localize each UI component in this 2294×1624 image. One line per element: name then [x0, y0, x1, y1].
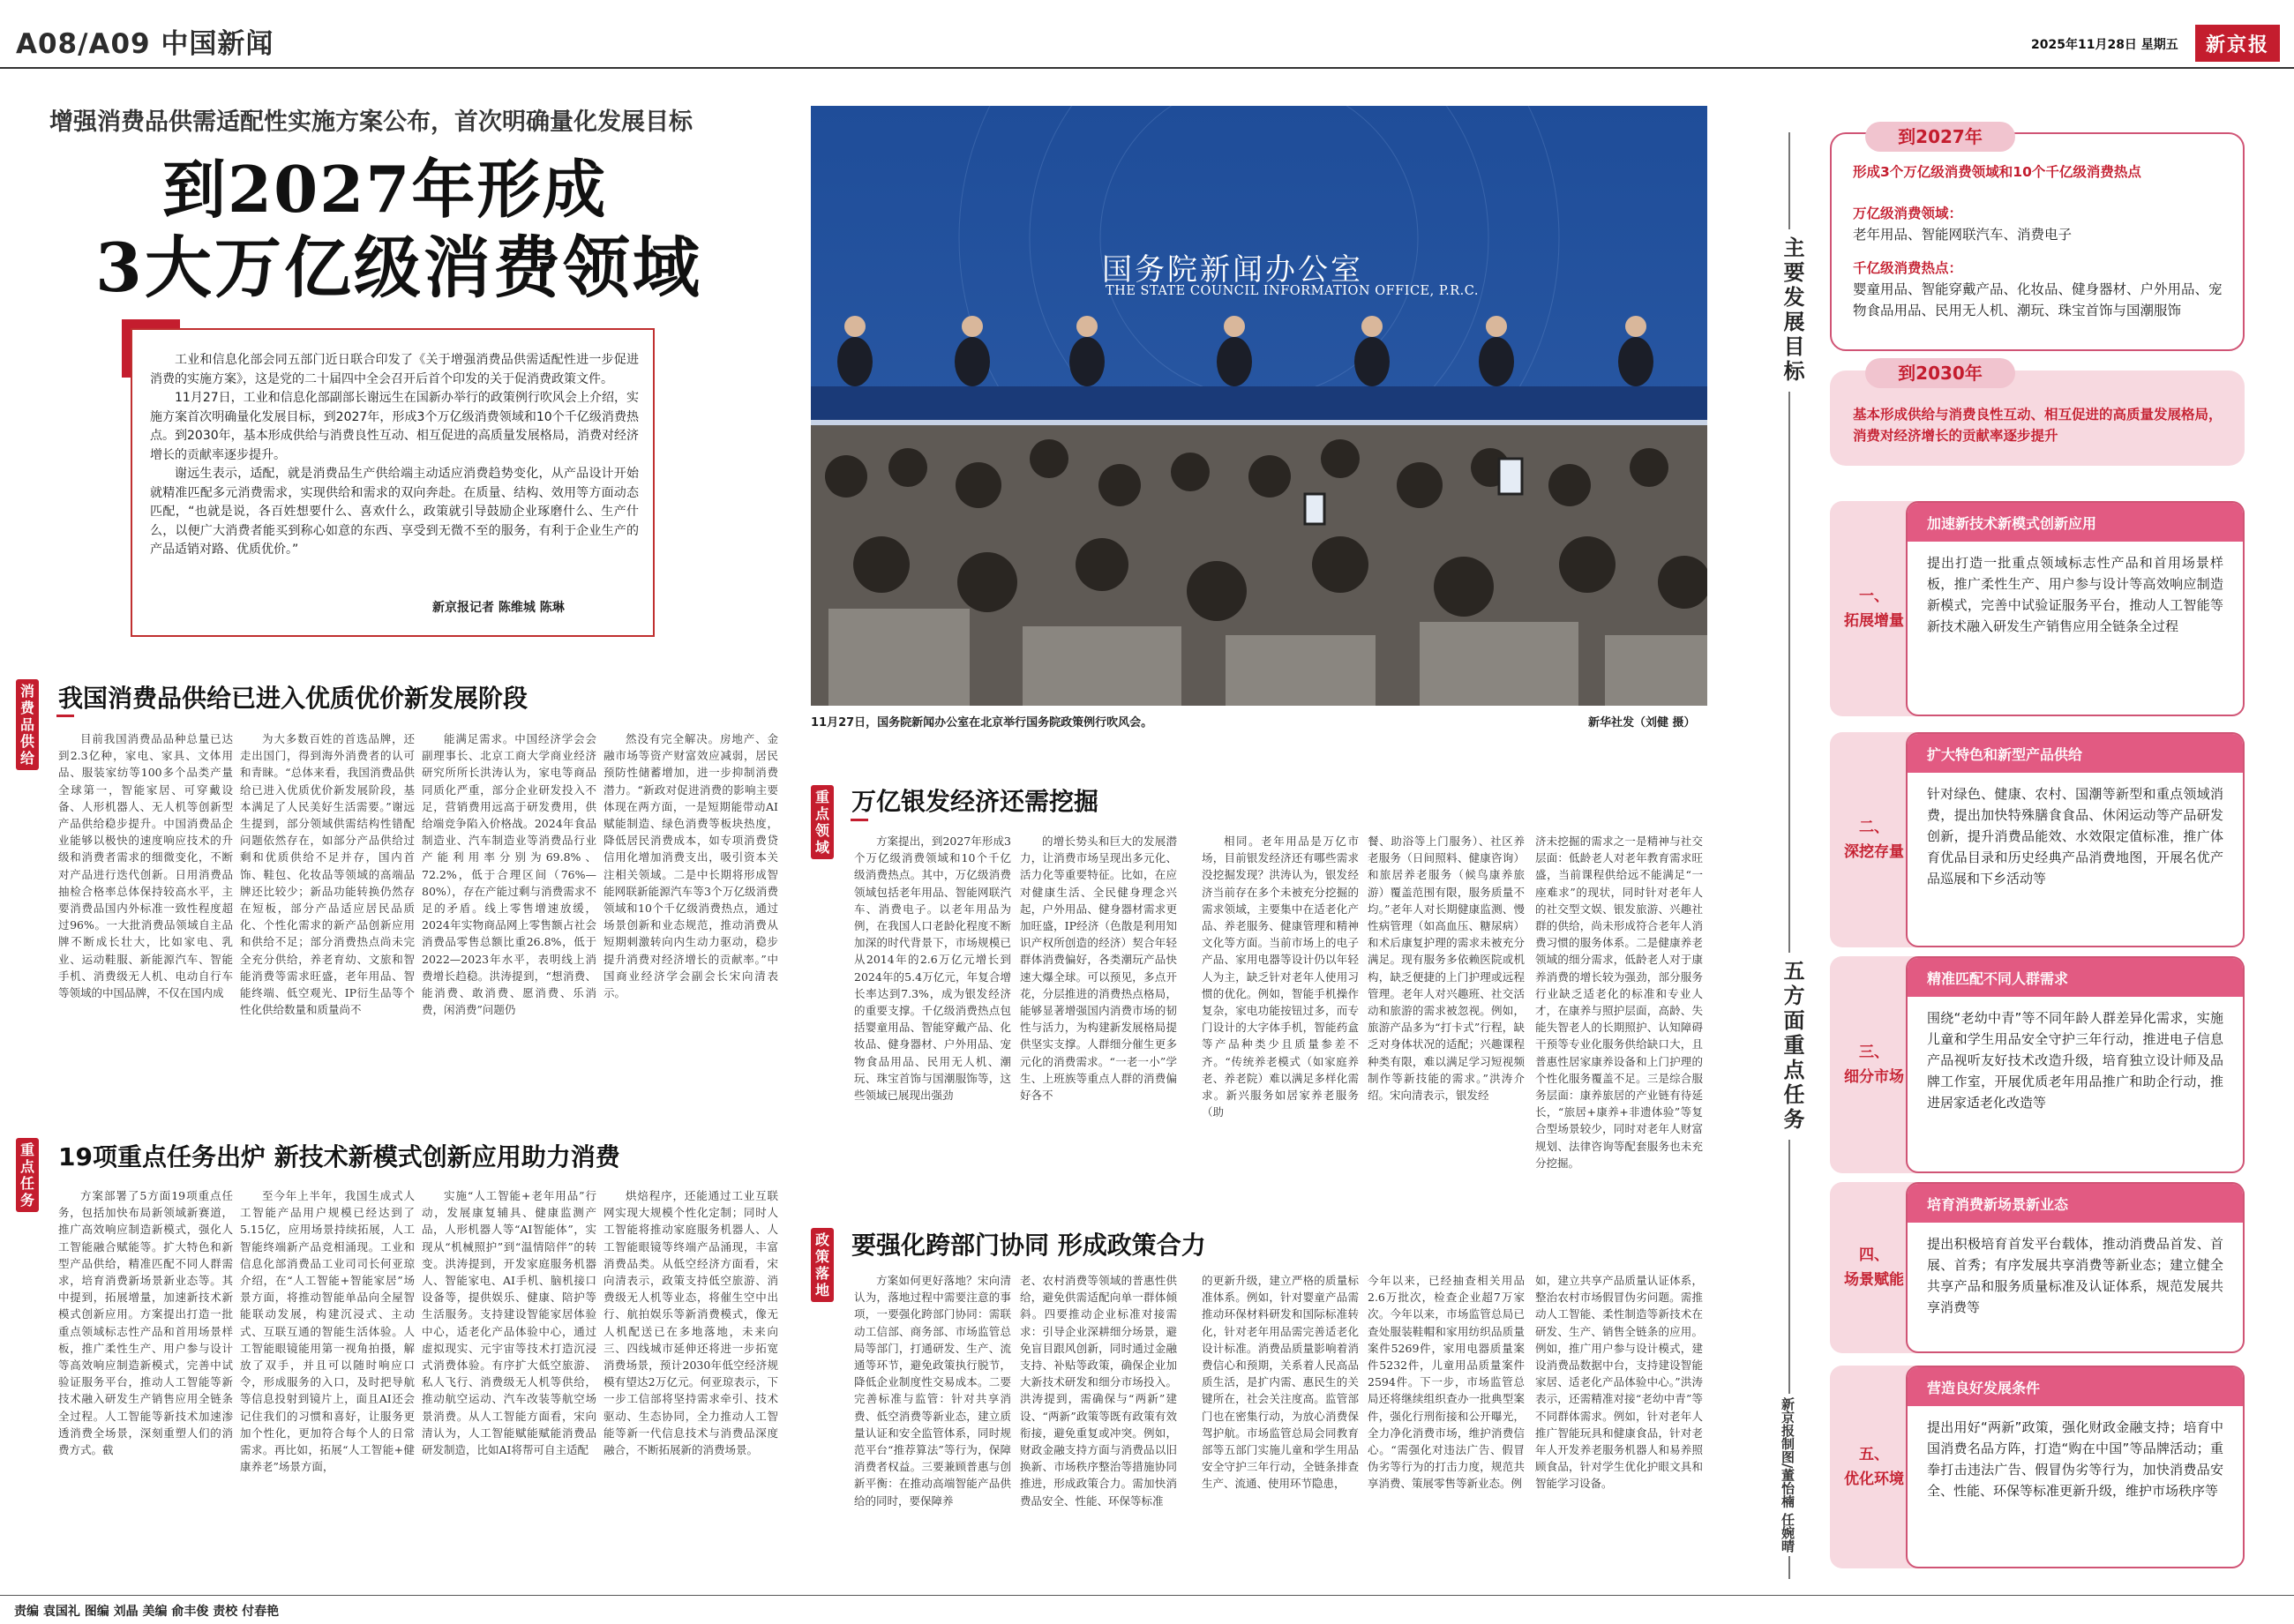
editor-credits: 责编 袁国礼 图编 刘晶 美编 俞丰俊 责校 付春艳 [14, 1605, 280, 1619]
task-description: 提出打造一批重点领域标志性产品和首用场景样板，推广柔性生产、用户参与设计等高效响应制造新模式，完善中试验证服务平台，推动人工智能等新技术融入研发生产销售应用全链条全过程 [1927, 555, 2223, 634]
section-text-column: 餐、助浴等上门服务）、社区养老服务（日间照料、健康咨询）和旅居养老服务（候鸟康养旅游）覆盖范围有限，服务质量不均。”老年人对长期健康监测、慢性病管理（如高血压、糖尿病）和术后康复护理的需求未被充分满足。现有服务多依赖医院或机构，缺乏便捷的上门护理或远程管理。老年人对兴趣班、社交活动和旅游的需求被忽视。例如，旅游产品多为“打卡式”行程，缺乏对身体状况的适配；兴趣课程种类有限，难以满足学习短视频制作等新技能的需求。”洪涛介绍。宋向清表示，银发经 [1368, 834, 1525, 1103]
section-text-column: 今年以来，已经抽查相关用品2.6万批次，检查企业超7万家次。今年以来，市场监管总局已查处服装鞋帽和家用纺织品质量案件5269件，家用电器质量案件5232件，儿童用品质量案件2594件。下一步，市场监管总局还将继续组织查办一批典型案件，强化行刑衔接和公开曝光，全力净化消费市场，维护消费信心。“需强化对违法广告、假冒伪劣等行为的打击力度，规范共享消费、策展零售等新业态。例 [1368, 1274, 1525, 1491]
section-title-tasks: 19项重点任务出炉 新技术新模式创新应用助力消费 [58, 1142, 620, 1171]
goal-2030-text: 基本形成供给与消费良性互动、相互促进的高质量发展格局，消费对经济增长的贡献率逐步提升 [1853, 407, 2223, 444]
photo-credit: 新华社发（刘健 摄） [1588, 716, 1696, 730]
task-description: 提出用好“两新”政策，强化财政金融支持；培育中国消费名品方阵，打造“购在中国”等品牌活动；重拳打击违法广告、假冒伪劣等行为，加快消费品安全、性能、环保等标准更新升级，维护市场秩序等 [1927, 1419, 2223, 1499]
newspaper-logo: 新京报 [2195, 25, 2280, 62]
section-text-column: 能满足需求。中国经济学会会副理事长、北京工商大学商业经济研究所所长洪涛认为，家电等商品同质化严重，部分企业研发投入不足，营销费用远高于研发费用，供给端竞争陷入价格战。2024年食品制造业、汽车制造业等消费品行业产能利用率分别为69.8%、72.2%，低于合理区间（76%—80%），存在产能过剩与消费需求不足的矛盾。线上零售增速放缓，2024年实物商品网上零售额占社会消费品零售总额比重26.8%，低于2022—2023年水平，表明线上消费增长趋稳。洪涛提到，“想消费、能消费、敢消费、愿消费、乐消费，闲消费”问题仍 [422, 732, 596, 1017]
task-name: 场景赋能 [1844, 1271, 1904, 1289]
section-tag-policy: 政策落地 [811, 1228, 834, 1302]
headline-title-line1: 到2027年形成 [162, 152, 608, 227]
task-heading: 培育消费新场景新业态 [1908, 1184, 2243, 1223]
task-name: 深挖存量 [1844, 843, 1904, 861]
header-divider [0, 67, 2294, 69]
section-text-column: 方案如何更好落地？宋向清认为，落地过程中需要注意的事项，一要强化跨部门协同：需联动工信部、商务部、市场监管总局等部门，打通研发、生产、流通等环节，避免政策执行脱节，降低企业制度性交易成本。二要完善标准与监管：针对共享消费、低空消费等新业态，建立质量认证和安全监管体系，同时规范平台“推荐算法”等行为，保障消费者权益。三要兼顾普惠与创新平衡：在推动高端智能产品供给的同时，要保障养 [854, 1274, 1011, 1508]
photo-caption: 11月27日，国务院新闻办公室在北京举行国务院政策例行吹风会。 [811, 716, 1153, 730]
section-title-fields: 万亿银发经济还需挖掘 [851, 787, 1099, 816]
section-text-column: 至今年上半年，我国生成式人工智能产品用户规模已经达到了5.15亿，应用场景持续拓展，人工智能终端新产品竞相涌现。工业和信息化部消费品工业司司长何亚琼介绍，在“人工智能+智能家居”场景方面，将推动智能单品向全屋智能联动发展，构建沉浸式、主动式、互联互通的智能生活体验。人工智能眼镜能用第一视角拍摄，解放了双手，并且可以随时响应口令，形成服务的入口，及时把导航等信息投射到镜片上，面且AI还会记住我们的习惯和喜好，让服务更加个性化，更加符合每个人的日常需求。再比如，拓展“人工智能+健康养老”场景方面， [240, 1189, 415, 1474]
task-2-label [1830, 732, 1918, 947]
section-text-column: 如，建立共享产品质量认证体系，整治农村市场假冒伪劣问题。需推动人工智能、柔性制造等新技术在研发、生产、销售全链条的应用。例如，推广用户参与设计模式，建设消费品数据中台，支持建设智能家居、适老化产品体验中心。”洪涛表示，还需精准对接“老幼中青”等不同群体需求。例如，针对老年人推广智能玩具和健康食品，针对老年人开发养老服务机器人和易养照顾食品，针对学生优化护眼文具和智能学习设备。 [1535, 1274, 1703, 1491]
section-tag-tasks: 重点任务 [16, 1138, 39, 1212]
lead-paragraph: 11月27日，工业和信息化部副部长谢远生在国新办举行的政策例行吹风会上介绍，实施方案首次明确量化发展目标，到2027年，形成3个万亿级消费领域和10个千亿级消费热点。到2030年，基本形成供给与消费良性互动、相互促进的高质量发展格局，消费对经济增长的贡献率逐步提升。 [150, 391, 639, 462]
issue-date: 2025年11月28日 星期五 [2031, 38, 2178, 52]
task-number: 三、 [1859, 1044, 1889, 1061]
task-5-label [1830, 1366, 1918, 1568]
task-heading: 精准匹配不同人群需求 [1908, 958, 2243, 997]
lead-paragraph: 谢远生表示，适配，就是消费品生产供给端主动适应消费趋势变化，从产品设计开始就精准匹配多元消费需求，实现供给和需求的双向奔赴。在质量、结构、效用等方面动态匹配，“也就是说，各百姓想要什么、喜欢什么，政策就引导鼓励企业琢磨什么、生产什么，以便广大消费者能买到称心如意的东西、享受到无微不至的服务，有利于企业生产的产品适销对路、优质优价。” [150, 467, 639, 557]
task-name: 优化环境 [1844, 1471, 1904, 1488]
goal-2027-pill: 到2027年 [1865, 122, 2015, 152]
task-name: 细分市场 [1844, 1068, 1904, 1086]
photo-backdrop-title-cn: 国务院新闻办公室 [1102, 252, 1363, 288]
task-description: 围绕“老幼中青”等不同年龄人群差异化需求，实施儿童和学生用品安全守护三年行动，推进电子信息产品视听友好技术改造升级，培育独立设计师及品牌工作室，开展优质老年用品推广和助企行动，推进居家适老化改造等 [1927, 1010, 2223, 1111]
task-number: 一、 [1859, 587, 1889, 605]
section-title-underline [851, 819, 868, 821]
section-text-column: 济未挖掘的需求之一是精神与社交层面：低龄老人对老年教育需求旺盛，当前课程供给远不能满足“一座难求”的现状，同时针对老年人的社交型文娱、银发旅游、兴趣社群的供给，尚未形成符合老年人消费习惯的服务体系。二是健康养老领域的细分需求，低龄老人对于康养消费的增长较为强劲，部分服务行业缺乏适老化的标准和专业人才，在康养与照护层面，高龄、失能失智老人的长期照护、认知障碍干预等专业化服务供给缺口大，且普惠性居家康养设备和上门护理的个性化服务覆盖不足。三是综合服务层面：康养旅居的产业链有待延长，“旅居+康养+非遗体验”等复合型场景较少，同时对老年人财富规划、法律咨询等配套服务也未充分挖掘。 [1535, 834, 1703, 1170]
task-4-label [1830, 1182, 1918, 1353]
trillion-items: 老年用品、智能网联汽车、消费电子 [1853, 227, 2073, 243]
section-title-policy: 要强化跨部门协同 形成政策合力 [851, 1231, 1206, 1260]
press-conference-illustration [811, 106, 1707, 706]
section-tag-supply: 消费品供给 [16, 679, 39, 770]
section-text-column: 为大多数百姓的首选品牌，还走出国门，得到海外消费者的认可和青睐。“总体来看，我国消费品供给已进入优质优价新发展阶段，基本满足了人民美好生活需要。”谢远生提到，部分领域供需结构性错配问题依然存在，如部分产品供给过剩和优质供给不足并存，国内首饰、鞋包、化妆品等领域的高端品牌还比较少；新品功能转换仍然存在短板，部分产品适应居民品质化、个性化需求的新产品创新应用和供给不足；部分消费热点尚未完全充分供给，养老育幼、文旅和智能消费等需求旺盛，老年用品、智能终端、低空观光、IP衍生品等个性化供给数量和质量尚不 [240, 732, 415, 1017]
section-tag-fields: 重点领域 [811, 785, 834, 859]
task-2-card [1906, 732, 2245, 947]
task-1-label [1830, 501, 1918, 716]
task-3-card [1906, 956, 2245, 1173]
goal-2027-headline: 形成3个万亿级消费领域和10个千亿级消费热点 [1853, 164, 2141, 180]
task-number: 四、 [1859, 1246, 1889, 1264]
section-text-column: 方案提出，到2027年形成3个万亿级消费领域和10个千亿级消费热点。其中，万亿级消费领域包括老年用品、智能网联汽车、消费电子。以老年用品为例，在我国人口老龄化程度不断加深的时代背景下，市场规模已从2014年的2.6万亿元增长到2024年的5.4万亿元，年复合增长率达到7.3%，成为银发经济的重要支撑。千亿级消费热点包括婴童用品、智能穿戴产品、化妆品、健身器材、户外用品、宠物食品用品、民用无人机、潮玩、珠宝首饰与国潮服饰等，这些领域已展现出强劲 [854, 834, 1011, 1103]
task-3-label [1830, 956, 1918, 1173]
section-text-column: 烘焙程序，还能通过工业互联网实现大规模个性化定制；同时人工智能将推动家庭服务机器人、人工智能眼镜等终端产品涌现，丰富消费品类。从低空经济方面看，宋向清表示，政策支持低空旅游、消费级无人机等业态，将催生空中出行、航拍娱乐等新消费模式，像无人机配送已在多地落地，未来向三、四线城市延伸还将进一步拓宽消费场景，预计2030年低空经济规模有望达2万亿元。何亚琼表示，下一步工信部将坚持需求牵引、技术驱动、生态协同，全力推动人工智能等新一代信息技术与消费品深度融合，不断拓展新的消费场景。 [603, 1189, 778, 1457]
task-name: 拓展增量 [1844, 612, 1904, 630]
task-description: 提出积极培育首发平台载体，推动消费品首发、首展、首秀；有序发展共享消费等新业态；建立健全共享产品和服务质量标准及认证体系，规范发展共享消费等 [1927, 1236, 2223, 1315]
goal-2030-pill: 到2030年 [1865, 358, 2015, 388]
task-4-card [1906, 1182, 2245, 1353]
lead-paragraph: 工业和信息化部会同五部门近日联合印发了《关于增强消费品供需适配性进一步促进消费的实施方案》，这是党的二十届四中全会召开后首个印发的关于促消费政策文件。 [150, 353, 639, 386]
task-description: 针对绿色、健康、农村、国潮等新型和重点领域消费，提出加快特殊膳食食品、休闲运动等产品研发创新，提升消费品能效、水效限定值标准，推广体育优品目录和历史经典产品消费地图，开展名优产品巡展和下乡活动等 [1927, 786, 2223, 887]
task-heading: 加速新技术新模式创新应用 [1908, 503, 2243, 542]
section-text-column: 实施“人工智能+老年用品”行动，发展康复辅具、健康监测产品，人形机器人等“AI智能体”，实现从“机械照护”到“温情陪伴”的转变。洪涛提到，开发家庭服务机器人、智能家电、AI手机、脑机接口设备等，提供娱乐、健康、陪护等生活服务。支持建设智能家居体验中心，适老化产品体验中心，通过虚拟现实、元宇宙等技术打造沉浸式消费体验。有序扩大低空旅游、私人飞行、消费级无人机等供给，推动航空运动、汽车改装等航空场景消费。从人工智能方面看，宋向清认为，人工智能赋能赋能消费品研发制造，比如AI将帮可自主适配 [422, 1189, 596, 1457]
page-section-label: A08/A09 中国新闻 [16, 28, 274, 60]
section-text-column: 目前我国消费品品种总量已达到2.3亿种，家电、家具、文体用品、服装家纺等100多个品类产量全球第一，智能家居、可穿戴设备、人形机器人、无人机等创新型产品供给稳步提升。中国消费品企业能够以极快的速度响应技术的升级和消费者需求的细微变化，不断对产品进行迭代创新。日用消费品抽检合格率总体保持较高水平，主要消费品国内外标准一致性程度超过96%。一大批消费品领域自主品牌不断成长壮大，比如家电、乳业、运动鞋服、新能源汽车、智能手机、消费级无人机、电动自行车等领域的中国品牌，不仅在国内成 [58, 732, 233, 1000]
hundred-billion-items: 婴童用品、智能穿戴产品、化妆品、健身器材、户外用品、宠物食品用品、民用无人机、潮玩、珠宝首饰与国潮服饰 [1853, 281, 2223, 318]
lead-paragraphs [150, 351, 639, 560]
hundred-billion-label: 千亿级消费热点： [1853, 260, 1963, 276]
lead-byline: 新京报记者 陈维城 陈琳 [432, 601, 565, 615]
section-text-column: 相同。老年用品是万亿市场，目前银发经济还有哪些需求没挖掘发现？洪涛认为，银发经济当前存在多个未被充分挖掘的需求领域，主要集中在适老化产品、养老服务、健康管理和精神文化等方面。当前市场上的电子产品、家用电器等设计仍以年轻人为主，缺乏针对老年人使用习惯的优化。例如，智能手机操作复杂，家电功能按钮过多，而专门设计的大字体手机，智能药盒等产品种类少且质量参差不齐。“传统养老模式（如家庭养老、养老院）难以满足多样化需求。新兴服务如居家养老服务（助 [1202, 834, 1359, 1119]
section-text-column: 然没有完全解决。房地产、金融市场等资产财富效应减弱，居民预防性储蓄增加，进一步抑制消费潜力。“新政对促进消费的影响主要体现在两方面，一是短期能带动AI赋能制造、绿色消费等板块热度，降低居民消费成本，如专项消费贷信用化增加消费支出，吸引资本关注相关领域。二是中长期将形成智能网联新能源汽车等3个万亿级消费领域和10个千亿级消费热点，通过场景创新和业态规范，推动消费从短期刺激转向内生动力驱动，稳步提升消费对经济增长的贡献率。”中国商业经济学会副会长宋向清表示。 [603, 732, 778, 1000]
task-heading: 营造良好发展条件 [1908, 1367, 2243, 1406]
section-title-underline [56, 715, 74, 717]
section-text-column: 的更新升级，建立严格的质量标准体系。例如，针对婴童产品需推动环保材料研发和国际标准转化，针对老年用品需完善适老化设计标准。消费品质量影响着消费信心和预期，关系着人民高品质生活，是扩内需、惠民生的关键所在，社会关注度高。监管部门也在密集行动，为放心消费保驾护航。市场监管总局会同教育部等五部门实施儿童和学生用品安全守护三年行动，全链条排查生产、流通、使用环节隐患， [1202, 1274, 1359, 1491]
task-number: 五、 [1859, 1446, 1889, 1463]
infographic-credits: 新京报制图/董怡楠 任婉晴 [1779, 1394, 1797, 1556]
footer-divider [0, 1595, 2294, 1596]
press-conference-photo [811, 106, 1707, 706]
headline-kicker: 增强消费品供需适配性实施方案公布，首次明确量化发展目标 [49, 109, 693, 136]
task-5-card [1906, 1366, 2245, 1568]
trillion-label: 万亿级消费领域： [1853, 206, 1963, 221]
label-five-tasks: 五方面重点任务 [1777, 953, 1808, 1140]
section-text-column: 方案部署了5方面19项重点任务，包括加快布局新领域新赛道，推广高效响应制造新模式，强化人工智能融合赋能等。扩大特色和新型产品供给，精准匹配不同人群需求，培育消费新场景新业态等。其中提到，拓展增量，加速新技术新模式创新应用。方案提出打造一批重点领域标志性产品和首用场景样板，推广柔性生产、用户参与设计等高效响应制造新模式，完善中试验证服务平台，推动人工智能等新技术融入研发生产销售应用全链条全过程。人工智能等新技术加速渗透消费全场景，深刻重塑人们的消费方式。截 [58, 1189, 233, 1457]
section-text-column: 的增长势头和巨大的发展潜力，让消费市场呈现出多元化、活力化等重要特征。比如，在应对健康生活、全民健身理念兴起，户外用品、健身器材需求更加旺盛，IP经济（色散是利用知识产权所创造的经济）契合年轻群体消费偏好，各类潮玩产品快速大爆全球。可以预见，多点开花，分层推进的消费热点格局，能够显著增强国内消费市场的韧性与活力，为构建新发展格局提供坚实支撑。人群细分催生更多元化的消费需求。“一老一小”学生、上班族等重点人群的消费偏好各不 [1020, 834, 1177, 1103]
task-1-card [1906, 501, 2245, 716]
photo-backdrop-title-en: THE STATE COUNCIL INFORMATION OFFICE, P.R.C. [1106, 284, 1479, 298]
section-text-column: 老、农村消费等领域的普惠性供给，避免供需适配向单一群体倾斜。四要推动企业标准对接需求：引导企业深耕细分场景，避免盲目跟风创新，同时通过金融支持、补贴等政策，确保企业加大新技术研发和细分市场投入。洪涛提到，需确保与“两新”建设、“两新”政策等既有政策有效衔接，避免重复或冲突。例如，财政金融支持方面与消费品以旧换新、市场秩序整治等措施协同推进，形成政策合力。需加快消费品安全、性能、环保等标准 [1020, 1274, 1177, 1508]
task-number: 二、 [1859, 819, 1889, 836]
task-heading: 扩大特色和新型产品供给 [1908, 734, 2243, 773]
headline-title-line2: 3大万亿级消费领域 [95, 228, 702, 307]
section-title-supply: 我国消费品供给已进入优质优价新发展阶段 [58, 684, 529, 713]
label-main-goals: 主要发展目标 [1777, 229, 1808, 392]
